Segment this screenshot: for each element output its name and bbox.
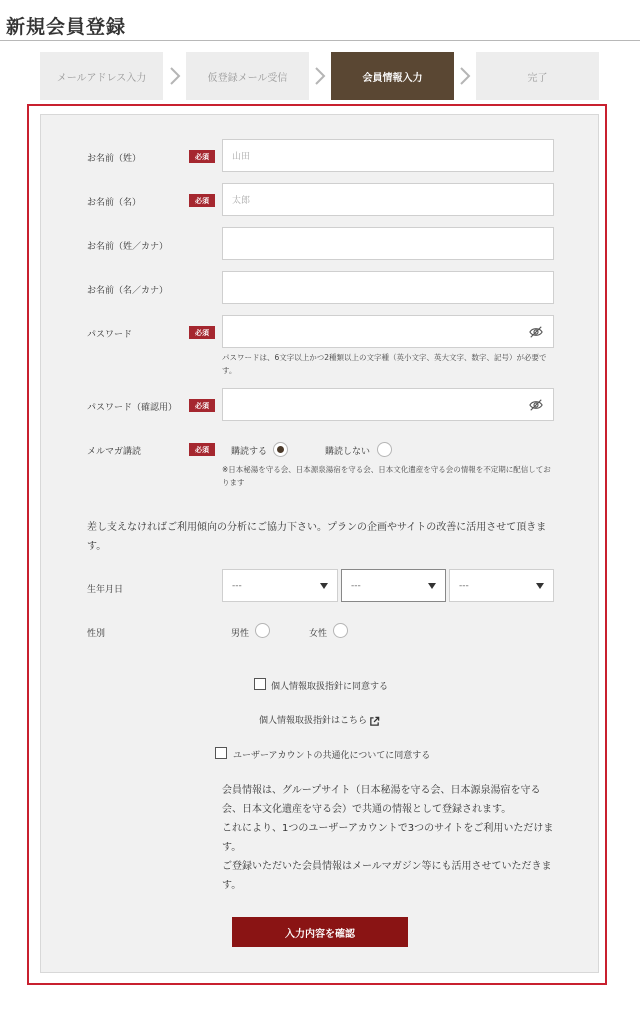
newsletter-label: メルマガ講読 [87,447,142,457]
eye-slash-icon[interactable] [529,398,543,412]
confirm-input-button[interactable]: 入力内容を確認 [232,917,408,947]
birth-day-value: --- [459,580,469,591]
first-name-kana-input[interactable] [222,271,554,304]
eye-slash-icon[interactable] [529,325,543,339]
caret-down-icon [428,583,436,589]
gender-male-radio[interactable] [255,623,270,638]
newsletter-subscribe-label[interactable]: 購読する [231,447,268,457]
birth-year-select[interactable] [222,569,338,602]
title-divider [0,40,640,41]
last-name-kana-input[interactable] [222,227,554,260]
survey-intro: 差し支えなければご利用傾向の分析にご協力下さい。プランの企画やサイトの改善に活用させて頂きます。 [87,522,547,552]
birthdate-label: 生年月日 [87,585,124,595]
privacy-agree-checkbox[interactable] [254,678,266,690]
external-link-icon[interactable] [369,712,380,723]
caret-down-icon [536,583,544,589]
gender-male-label[interactable]: 男性 [231,629,250,639]
required-badge: 必須 [189,194,215,207]
password-label: パスワード [87,330,133,340]
info-paragraph: 会員情報は、グループサイト（日本秘湯を守る会、日本源泉湯宿を守る会、日本文化遺産を守る会）で共通の情報として登録されます。 [222,785,541,815]
chevron-right-icon [310,66,330,86]
step-complete: 完了 [476,52,599,100]
last-name-kana-label: お名前（姓／カナ） [87,242,169,252]
info-paragraph: ご登録いただいた会員情報はメールマガジン等にも活用させていただきます。 [222,861,552,891]
page-title: 新規会員登録 [6,16,127,38]
gender-female-radio[interactable] [333,623,348,638]
last-name-label: お名前（姓） [87,154,142,164]
password-input[interactable] [222,315,554,348]
required-badge: 必須 [189,443,215,456]
required-badge: 必須 [189,150,215,163]
chevron-right-icon [455,66,475,86]
newsletter-unsubscribe-label[interactable]: 購読しない [325,447,371,457]
privacy-agree-label[interactable]: 個人情報取扱指針に同意する [271,682,389,692]
password-confirm-input[interactable] [222,388,554,421]
newsletter-note: ※日本秘湯を守る会、日本源泉湯宿を守る会、日本文化遺産を守る会の情報を不定期に配信しております [222,465,551,487]
gender-label: 性別 [87,629,106,639]
last-name-input[interactable]: 山田 [222,139,554,172]
required-badge: 必須 [189,399,215,412]
birth-year-value: --- [232,580,242,591]
caret-down-icon [320,583,328,589]
birth-day-select[interactable] [449,569,554,602]
birth-month-value: --- [351,580,361,591]
first-name-kana-label: お名前（名／カナ） [87,286,169,296]
progress-steps [40,52,600,100]
first-name-input[interactable]: 太郎 [222,183,554,216]
birth-month-select[interactable] [341,569,446,602]
password-confirm-label: パスワード（確認用） [87,403,178,413]
password-note: パスワードは、6文字以上かつ2種類以上の文字種（英小文字、英大文字、数字、記号）が必要です。 [222,353,547,375]
step-temp-mail: 仮登録メール受信 [186,52,309,100]
account-share-agree-checkbox[interactable] [215,747,227,759]
first-name-label: お名前（名） [87,198,142,208]
step-email-input: メールアドレス入力 [40,52,163,100]
chevron-right-icon [165,66,185,86]
step-member-info: 会員情報入力 [331,52,454,100]
info-paragraph: これにより、1つのユーザーアカウントで3つのサイトをご利用いただけます。 [222,823,554,853]
account-share-agree-label[interactable]: ユーザーアカウントの共通化についてに同意する [233,751,431,761]
newsletter-unsubscribe-radio[interactable] [377,442,392,457]
account-info-text [222,781,557,895]
gender-female-label[interactable]: 女性 [309,629,328,639]
newsletter-subscribe-radio[interactable] [273,442,288,457]
privacy-policy-link[interactable]: 個人情報取扱指針はこちら [259,716,368,726]
required-badge: 必須 [189,326,215,339]
